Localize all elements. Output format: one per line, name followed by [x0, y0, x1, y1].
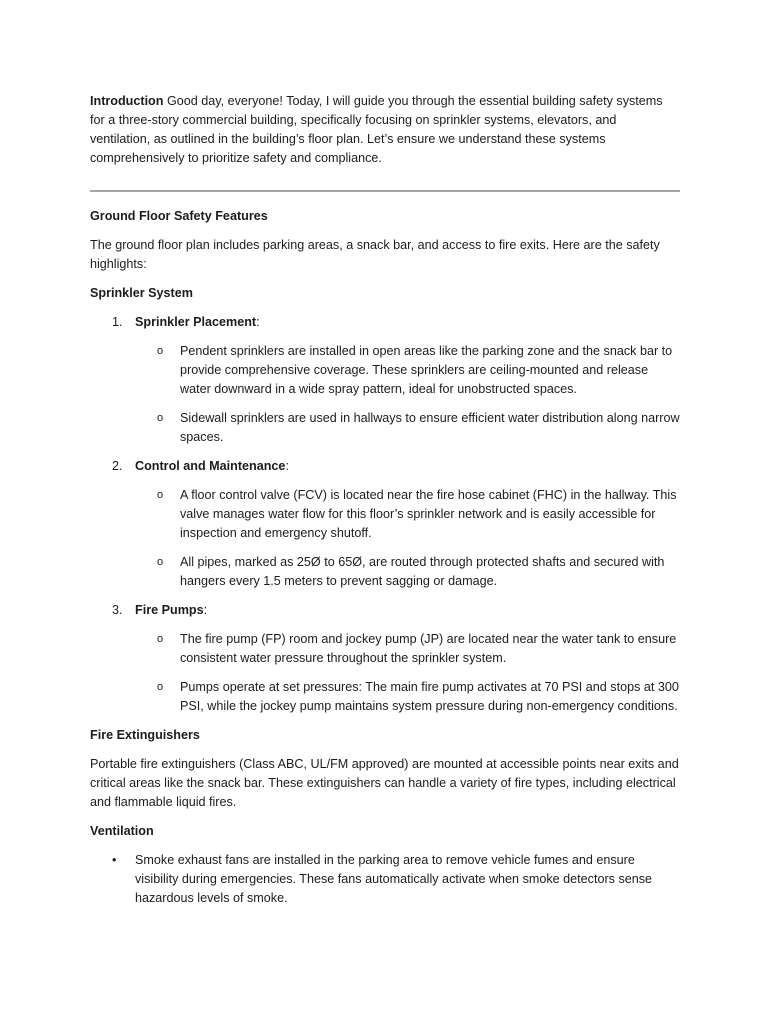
item-colon: : — [285, 459, 289, 473]
sub-bullet-list — [135, 486, 680, 591]
sub-bullet-item — [135, 678, 680, 716]
sub-bullet-item — [135, 553, 680, 591]
sub-bullet-list — [135, 342, 680, 447]
circle-bullet-icon: o — [157, 681, 164, 693]
item-title: Fire Pumps — [135, 603, 204, 617]
item-title-line — [135, 457, 680, 476]
item-title: Sprinkler Placement — [135, 315, 257, 329]
sub-bullet-text: Pendent sprinklers are installed in open areas like the parking zone and the snack bar to provide comprehensive coverage. These sprinklers are ceiling-mounted and release water downward in a wide spray pattern, ideal for unobstructed spaces. — [180, 344, 673, 396]
sprinkler-numbered-list — [90, 313, 680, 716]
item-number: 3. — [112, 603, 123, 617]
extinguishers-paragraph: Portable fire extinguishers (Class ABC, UL/FM approved) are mounted at accessible points near exits and critical areas like the snack bar. These extinguishers can handle a variety of fire types, including electrical and flammable liquid fires. — [90, 757, 679, 809]
section-heading-ground-floor: Ground Floor Safety Features — [90, 209, 268, 223]
circle-bullet-icon: o — [157, 633, 164, 645]
section-heading-extinguishers: Fire Extinguishers — [90, 728, 200, 742]
sub-bullet-text: Pumps operate at set pressures: The main fire pump activates at 70 PSI and stops at 300 PSI, while the jockey pump maintains system pressure during non-emergency conditions. — [180, 680, 679, 713]
intro-lead: Introduction — [90, 94, 164, 108]
sub-bullet-item — [135, 486, 680, 543]
sub-bullet-text: A floor control valve (FCV) is located near the fire hose cabinet (FHC) in the hallway. This valve manages water flow for this floor’s sprinkler network and is easily accessible for inspection and emergency shutoff. — [180, 488, 677, 540]
sub-bullet-item — [135, 342, 680, 399]
bullet-item — [90, 851, 680, 908]
sub-bullet-text: All pipes, marked as 25Ø to 65Ø, are routed through protected shafts and secured with hangers every 1.5 meters to prevent sagging or damage. — [180, 555, 665, 588]
item-title: Control and Maintenance — [135, 459, 286, 473]
ventilation-bullet-list — [90, 851, 680, 908]
item-title-line — [135, 313, 680, 332]
item-colon: : — [203, 603, 208, 617]
numbered-item — [90, 457, 680, 591]
sub-bullet-item — [135, 630, 680, 668]
circle-bullet-icon: o — [157, 412, 164, 424]
item-number: 2. — [112, 459, 123, 473]
sub-bullet-text: Sidewall sprinklers are used in hallways to ensure efficient water distribution along narrow spaces. — [180, 411, 680, 444]
circle-bullet-icon: o — [157, 345, 164, 357]
intro-paragraph — [90, 92, 680, 168]
item-title-line — [135, 601, 680, 620]
section-heading-ventilation: Ventilation — [90, 824, 154, 838]
bullet-text: Smoke exhaust fans are installed in the parking area to remove vehicle fumes and ensure visibility during emergencies. These fans automatically activate when smoke detectors sense hazardous levels of smoke. — [135, 853, 653, 905]
intro-text: Good day, everyone! Today, I will guide you through the essential building safety systems for a three-story commercial building, specifically focusing on sprinkler systems, elevators, and ventilation, as outlined in the building’s floor plan. Let’s ensure we understand these systems comprehensively to prioritize safety and compliance. — [90, 94, 663, 165]
numbered-item — [90, 601, 680, 716]
circle-bullet-icon: o — [157, 556, 164, 568]
item-colon: : — [256, 315, 260, 329]
bullet-dot-icon: • — [112, 853, 117, 867]
circle-bullet-icon: o — [157, 489, 164, 501]
sub-bullet-list — [135, 630, 680, 716]
ground-floor-paragraph: The ground floor plan includes parking areas, a snack bar, and access to fire exits. Here are the safety highlights: — [90, 238, 660, 271]
section-heading-sprinkler: Sprinkler System — [90, 286, 193, 300]
numbered-item — [90, 313, 680, 447]
horizontal-divider — [90, 190, 680, 192]
sub-bullet-text: The fire pump (FP) room and jockey pump (JP) are located near the water tank to ensure consistent water pressure throughout the sprinkler system. — [180, 632, 677, 665]
sub-bullet-item — [135, 409, 680, 447]
item-number: 1. — [112, 315, 123, 329]
